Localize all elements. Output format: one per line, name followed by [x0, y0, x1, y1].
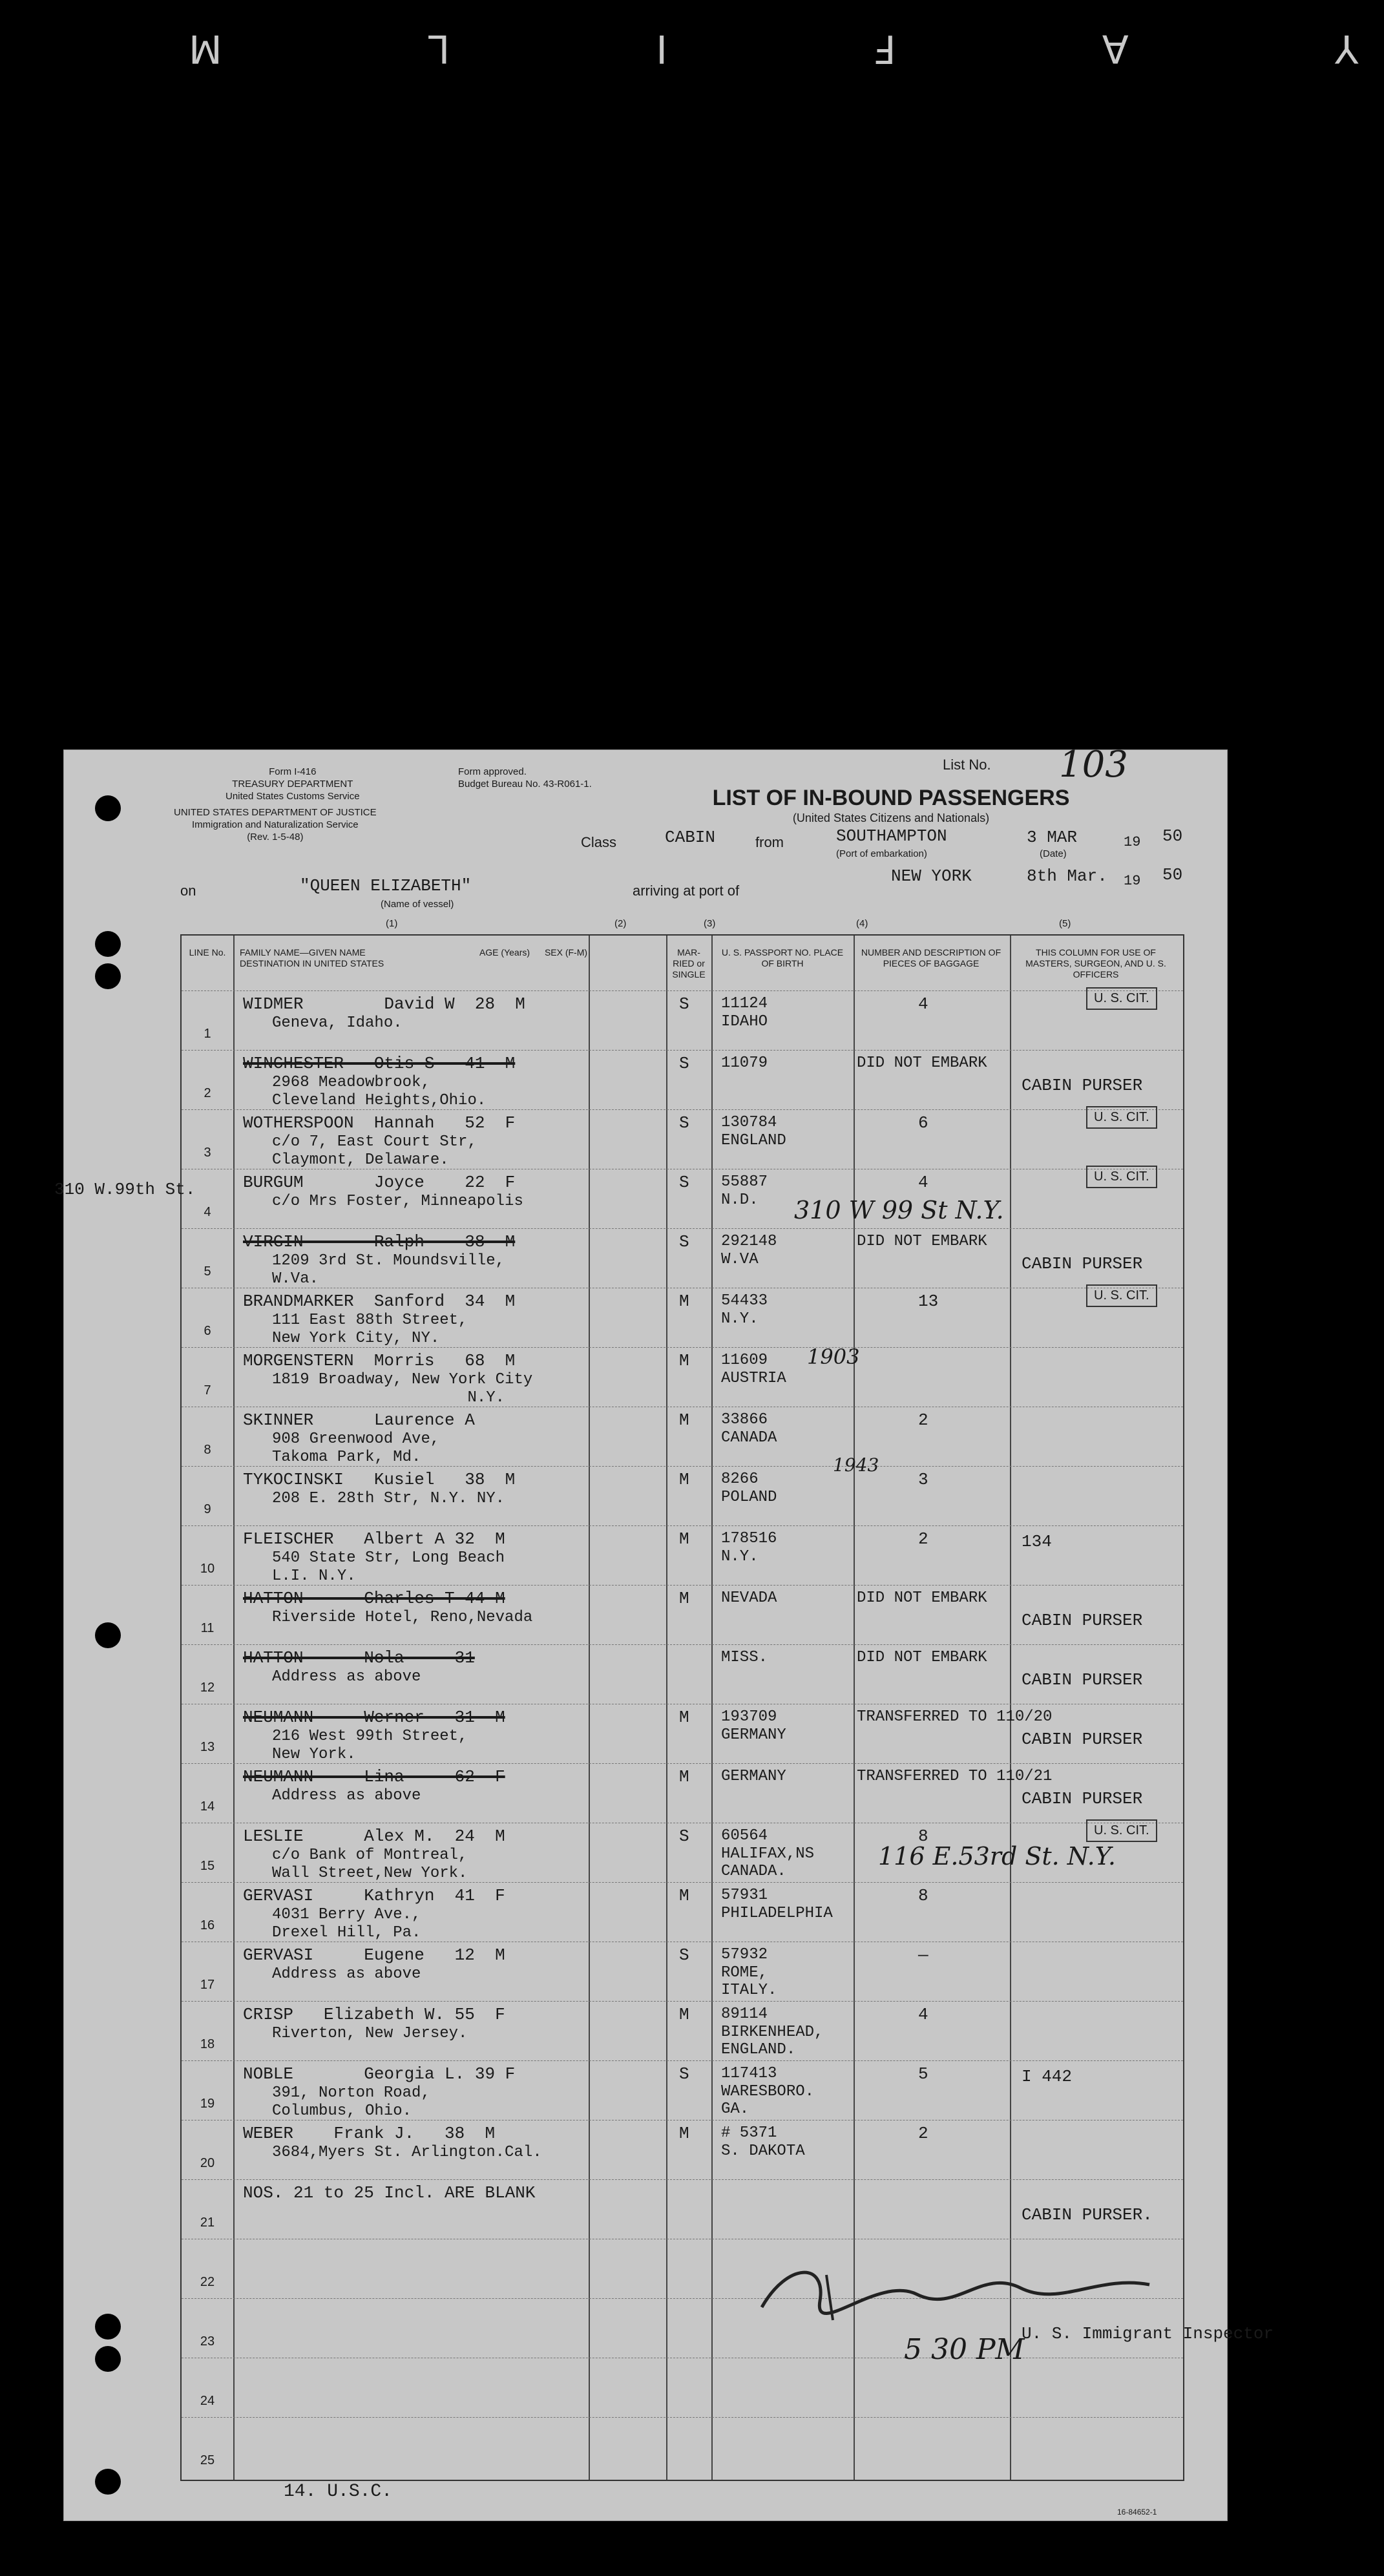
passport-birthplace: 54433 N.Y.: [721, 1292, 768, 1328]
passport-birthplace: 117413 WARESBORO. GA.: [721, 2065, 815, 2119]
col-officers: THIS COLUMN FOR USE OF MASTERS, SURGEON, AND U. S. OFFICERS: [1025, 947, 1166, 979]
page-title: LIST OF IN-BOUND PASSENGERS: [712, 786, 1070, 810]
col-passport: U. S. PASSPORT NO. PLACE OF BIRTH: [721, 947, 844, 969]
baggage: DID NOT EMBARK: [857, 1649, 987, 1666]
passenger-destination: 111 East 88th Street, New York City, NY.: [272, 1312, 468, 1347]
passenger-destination: 391, Norton Road, Columbus, Ohio.: [272, 2084, 430, 2120]
table-row: [182, 1466, 1183, 1526]
passport-birthplace: 55887 N.D.: [721, 1173, 768, 1209]
punch-hole: [95, 2346, 121, 2372]
passenger-name: FLEISCHER Albert A 32 M: [243, 1529, 505, 1549]
table-row: [182, 1169, 1183, 1229]
punch-hole: [95, 2469, 121, 2495]
year: 50: [1162, 826, 1183, 846]
passport-birthplace: 178516 N.Y.: [721, 1530, 777, 1565]
baggage: TRANSFERRED TO 110/21: [857, 1768, 1053, 1785]
passenger-manifest-sheet: [54, 744, 1274, 2521]
officer-note: CABIN PURSER: [1022, 1789, 1143, 1808]
line-number: 4: [204, 1205, 211, 1219]
col-name: FAMILY NAME—GIVEN NAME DESTINATION IN UNITED STATES: [240, 947, 384, 969]
vessel-name: "QUEEN ELIZABETH": [300, 876, 472, 895]
baggage: 2: [918, 2124, 928, 2143]
form-header-left: [225, 766, 360, 802]
passenger-destination: 216 West 99th Street, New York.: [272, 1728, 468, 1763]
line-number: 11: [200, 1621, 215, 1635]
marital-status: M: [679, 1470, 689, 1489]
passport-birthplace: 11124 IDAHO: [721, 995, 768, 1031]
line-number: 15: [200, 1859, 215, 1873]
passport-birthplace: 130784 ENGLAND: [721, 1114, 786, 1149]
col-num: (2): [614, 918, 627, 929]
passport-birthplace: MISS.: [721, 1649, 768, 1666]
passport-birthplace: 11609 AUSTRIA: [721, 1352, 786, 1387]
line-number: 25: [200, 2453, 215, 2467]
baggage: 4: [918, 2005, 928, 2024]
line-number: 21: [200, 2215, 215, 2230]
class-value: CABIN: [665, 828, 716, 847]
baggage: DID NOT EMBARK: [857, 1233, 987, 1250]
marital-status: M: [679, 2005, 689, 2024]
passenger-name: WIDMER David W 28 M: [243, 994, 525, 1014]
arrival-port: NEW YORK: [891, 866, 972, 886]
line-number: 9: [204, 1502, 211, 1516]
passenger-name: NOBLE Georgia L. 39 F: [243, 2064, 516, 2084]
from-label: from: [755, 834, 784, 850]
dept-line: UNITED STATES DEPARTMENT OF JUSTICE: [174, 807, 377, 818]
passenger-name: CRISP Elizabeth W. 55 F: [243, 2005, 505, 2024]
punch-hole: [95, 931, 121, 957]
officer-note: CABIN PURSER: [1022, 1611, 1143, 1630]
baggage: 8: [918, 1886, 928, 1905]
marital-status: S: [679, 1827, 689, 1846]
officer-note: CABIN PURSER: [1022, 1730, 1143, 1749]
line-number: 13: [200, 1740, 215, 1754]
on-label: on: [180, 883, 196, 899]
punch-hole: [95, 1622, 121, 1648]
line-number: 18: [200, 2037, 215, 2051]
from-port: SOUTHAMPTON: [836, 826, 947, 846]
line-number: 14: [200, 1799, 215, 1814]
punch-hole: [95, 2314, 121, 2340]
passport-birthplace: 193709 GERMANY: [721, 1708, 786, 1744]
passenger-name: WEBER Frank J. 38 M: [243, 2124, 496, 2143]
baggage: 8: [918, 1827, 928, 1846]
line-number: 20: [200, 2156, 215, 2170]
table-row: [182, 1109, 1183, 1169]
handwritten-time: 5 30 PM: [904, 2333, 1025, 2366]
table-row: [182, 2120, 1183, 2180]
baggage: TRANSFERRED TO 110/20: [857, 1708, 1053, 1726]
passenger-name: HATTON Nola 31: [243, 1648, 475, 1668]
year-prefix: 19: [1124, 834, 1141, 850]
date-caption: (Date): [1040, 848, 1067, 859]
passenger-name: WINCHESTER Otis S 41 M: [243, 1054, 516, 1073]
passenger-name: HATTON Charles T 44 M: [243, 1589, 505, 1608]
passenger-destination: c/o Mrs Foster, Minneapolis: [272, 1193, 523, 1210]
passenger-destination: 1209 3rd St. Moundsville, W.Va.: [272, 1252, 505, 1288]
table-row: [182, 1704, 1183, 1764]
table-row: [182, 2001, 1183, 2061]
table-row: [182, 1942, 1183, 2002]
passenger-name: NOS. 21 to 25 Incl. ARE BLANK: [243, 2183, 536, 2203]
form-approval: [458, 766, 592, 791]
table-row: [182, 1228, 1183, 1288]
passenger-destination: c/o 7, East Court Str, Claymont, Delaware.: [272, 1133, 477, 1169]
handwritten-address: 116 E.53rd St. N.Y.: [878, 1842, 1116, 1870]
handwritten-year: 1903: [807, 1345, 860, 1369]
baggage: 6: [918, 1113, 928, 1133]
line-number: 24: [200, 2394, 215, 2408]
table-row: [182, 1525, 1183, 1586]
table-row: [182, 990, 1183, 1051]
col-num: (1): [386, 918, 398, 929]
passenger-destination: 2968 Meadowbrook, Cleveland Heights,Ohio.: [272, 1074, 487, 1109]
line-number: 17: [200, 1978, 215, 1992]
table-row: [182, 1763, 1183, 1823]
passport-birthplace: NEVADA: [721, 1589, 777, 1607]
handwritten-year: 1943: [833, 1454, 879, 1476]
baggage: 2: [918, 1410, 928, 1430]
passenger-destination: Address as above: [272, 1668, 421, 1686]
officer-note: 134: [1022, 1532, 1052, 1551]
revision: (Rev. 1-5-48): [247, 831, 304, 843]
marital-status: S: [679, 2064, 689, 2084]
table-row: [182, 1882, 1183, 1942]
table-row: [182, 2060, 1183, 2120]
marital-status: M: [679, 1292, 689, 1311]
form-print-code: 16-84652-1: [1117, 2508, 1157, 2517]
year: 50: [1162, 865, 1183, 885]
line-number: 10: [200, 1562, 215, 1576]
passenger-name: NEUMANN Werner 31 M: [243, 1708, 505, 1727]
marital-status: M: [679, 1589, 689, 1608]
passenger-destination: 908 Greenwood Ave, Takoma Park, Md.: [272, 1430, 440, 1466]
line-number: 16: [200, 1918, 215, 1932]
officer-note: CABIN PURSER: [1022, 1670, 1143, 1690]
table-row: [182, 1288, 1183, 1348]
dept-line: TREASURY DEPARTMENT: [232, 778, 353, 790]
baggage: 4: [918, 994, 928, 1014]
handwritten-address: 310 W.99th St.: [54, 1180, 196, 1199]
passport-birthplace: 60564 HALIFAX,NS CANADA.: [721, 1827, 815, 1881]
passenger-name: VIRGIN Ralph 38 M: [243, 1232, 516, 1251]
form-number: Form I-416: [269, 766, 317, 777]
table-row: [182, 1407, 1183, 1467]
passenger-name: WOTHERSPOON Hannah 52 F: [243, 1113, 516, 1133]
line-number: 1: [204, 1027, 211, 1041]
col-num: (4): [856, 918, 868, 929]
line-number: 12: [200, 1681, 215, 1695]
line-number: 19: [200, 2097, 215, 2111]
list-number: 103: [1059, 744, 1128, 786]
marital-status: M: [679, 1351, 689, 1370]
marital-status: M: [679, 2124, 689, 2143]
officer-note: U. S. Immigrant Inspector: [1022, 2324, 1274, 2343]
passenger-destination: 4031 Berry Ave., Drexel Hill, Pa.: [272, 1906, 421, 1942]
officer-note: CABIN PURSER: [1022, 1076, 1143, 1095]
passenger-name: LESLIE Alex M. 24 M: [243, 1827, 505, 1846]
passenger-name: SKINNER Laurence A: [243, 1410, 475, 1430]
passenger-destination: Riverton, New Jersey.: [272, 2025, 468, 2042]
marital-status: M: [679, 1767, 689, 1786]
us-citizen-stamp: U. S. CIT.: [1086, 987, 1157, 1010]
marital-status: S: [679, 1232, 689, 1251]
passport-birthplace: 89114 BIRKENHEAD, ENGLAND.: [721, 2005, 824, 2059]
handwritten-address: 310 W 99 St N.Y.: [794, 1196, 1004, 1224]
year-prefix: 19: [1124, 873, 1141, 889]
class-label: Class: [581, 834, 617, 850]
embark-date: 3 MAR: [1027, 828, 1078, 847]
passenger-name: GERVASI Kathryn 41 F: [243, 1886, 505, 1905]
passenger-destination: 3684,Myers St. Arlington.Cal.: [272, 2144, 542, 2161]
baggage: —: [918, 1945, 928, 1965]
port-caption: (Port of embarkation): [836, 848, 927, 859]
passenger-name: NEUMANN Lina 62 F: [243, 1767, 505, 1786]
us-citizen-stamp: U. S. CIT.: [1086, 1106, 1157, 1129]
baggage: 13: [918, 1292, 939, 1311]
passport-birthplace: 57931 PHILADELPHIA: [721, 1887, 833, 1922]
us-citizen-stamp: U. S. CIT.: [1086, 1284, 1157, 1307]
line-number: 3: [204, 1146, 211, 1160]
baggage: 5: [918, 2064, 928, 2084]
passenger-destination: Address as above: [272, 1965, 421, 1983]
officer-note: I 442: [1022, 2067, 1073, 2086]
list-no-label: List No.: [943, 757, 991, 773]
passenger-destination: Riverside Hotel, Reno,Nevada: [272, 1609, 533, 1626]
passport-birthplace: 292148 W.VA: [721, 1233, 777, 1268]
line-number: 8: [204, 1443, 211, 1457]
line-number: 23: [200, 2334, 215, 2349]
officer-note: CABIN PURSER: [1022, 1254, 1143, 1273]
marital-status: M: [679, 1708, 689, 1727]
col-sex: SEX (F-M): [544, 947, 588, 958]
dept-line: United States Customs Service: [225, 790, 360, 802]
arriving-label: arriving at port of: [633, 883, 740, 899]
footer-code: 14. U.S.C.: [284, 2482, 393, 2502]
officer-note: CABIN PURSER.: [1022, 2205, 1153, 2225]
punch-hole: [95, 963, 121, 989]
line-number: 6: [204, 1324, 211, 1338]
col-line: LINE No.: [189, 947, 226, 958]
passenger-destination: c/o Bank of Montreal, Wall Street,New York.: [272, 1847, 468, 1882]
marital-status: S: [679, 1054, 689, 1073]
passenger-name: BRANDMARKER Sanford 34 M: [243, 1292, 516, 1311]
passenger-name: MORGENSTERN Morris 68 M: [243, 1351, 516, 1370]
table-row: [182, 1050, 1183, 1110]
dept-line: Immigration and Naturalization Service: [192, 819, 359, 830]
col-num: (5): [1059, 918, 1071, 929]
line-number: 7: [204, 1383, 211, 1398]
passenger-destination: Address as above: [272, 1787, 421, 1805]
col-age: AGE (Years): [479, 947, 530, 958]
passenger-name: GERVASI Eugene 12 M: [243, 1945, 505, 1965]
passport-birthplace: GERMANY: [721, 1768, 786, 1785]
col-baggage: NUMBER AND DESCRIPTION OF PIECES OF BAGGAGE: [861, 947, 1001, 969]
approved: Form approved.: [458, 766, 527, 777]
marital-status: M: [679, 1529, 689, 1549]
line-number: 2: [204, 1086, 211, 1100]
line-number: 5: [204, 1264, 211, 1279]
inspector-signature: [749, 2249, 1201, 2333]
marital-status: S: [679, 994, 689, 1014]
baggage: DID NOT EMBARK: [857, 1589, 987, 1607]
us-citizen-stamp: U. S. CIT.: [1086, 1166, 1157, 1188]
col-num: (3): [704, 918, 716, 929]
table-row: [182, 1347, 1183, 1407]
marital-status: M: [679, 1886, 689, 1905]
baggage: 4: [918, 1173, 928, 1192]
us-citizen-stamp: U. S. CIT.: [1086, 1819, 1157, 1842]
passenger-destination: 540 State Str, Long Beach L.I. N.Y.: [272, 1549, 505, 1585]
marital-status: M: [679, 1410, 689, 1430]
passenger-destination: 208 E. 28th Str, N.Y. NY.: [272, 1490, 505, 1507]
film-marks: Y A F I L M: [91, 26, 1358, 71]
passport-birthplace: 33866 CANADA: [721, 1411, 777, 1447]
punch-hole: [95, 795, 121, 821]
vessel-caption: (Name of vessel): [381, 899, 454, 910]
marital-status: S: [679, 1113, 689, 1133]
baggage: 2: [918, 1529, 928, 1549]
passenger-destination: 1819 Broadway, New York City N.Y.: [272, 1371, 533, 1407]
passenger-name: TYKOCINSKI Kusiel 38 M: [243, 1470, 516, 1489]
passport-birthplace: # 5371 S. DAKOTA: [721, 2124, 805, 2160]
budget: Budget Bureau No. 43-R061-1.: [458, 778, 592, 790]
table-row: [182, 2417, 1183, 2477]
table-row: [182, 2179, 1183, 2239]
page-subtitle: (United States Citizens and Nationals): [792, 812, 990, 824]
table-row: [182, 1644, 1183, 1704]
passenger-destination: Geneva, Idaho.: [272, 1014, 403, 1032]
passport-birthplace: 8266 POLAND: [721, 1471, 777, 1506]
table-row: [182, 1585, 1183, 1645]
baggage: 3: [918, 1470, 928, 1489]
table-row: [182, 2358, 1183, 2418]
passport-birthplace: 11079: [721, 1054, 768, 1072]
col-married: MAR-RIED or SINGLE: [672, 947, 706, 979]
marital-status: S: [679, 1173, 689, 1192]
passport-birthplace: 57932 ROME, ITALY.: [721, 1946, 777, 2000]
baggage: DID NOT EMBARK: [857, 1054, 987, 1072]
line-number: 22: [200, 2275, 215, 2289]
marital-status: S: [679, 1945, 689, 1965]
passenger-name: BURGUM Joyce 22 F: [243, 1173, 516, 1192]
arrival-date: 8th Mar.: [1027, 866, 1107, 886]
form-header-left2: [174, 807, 377, 843]
